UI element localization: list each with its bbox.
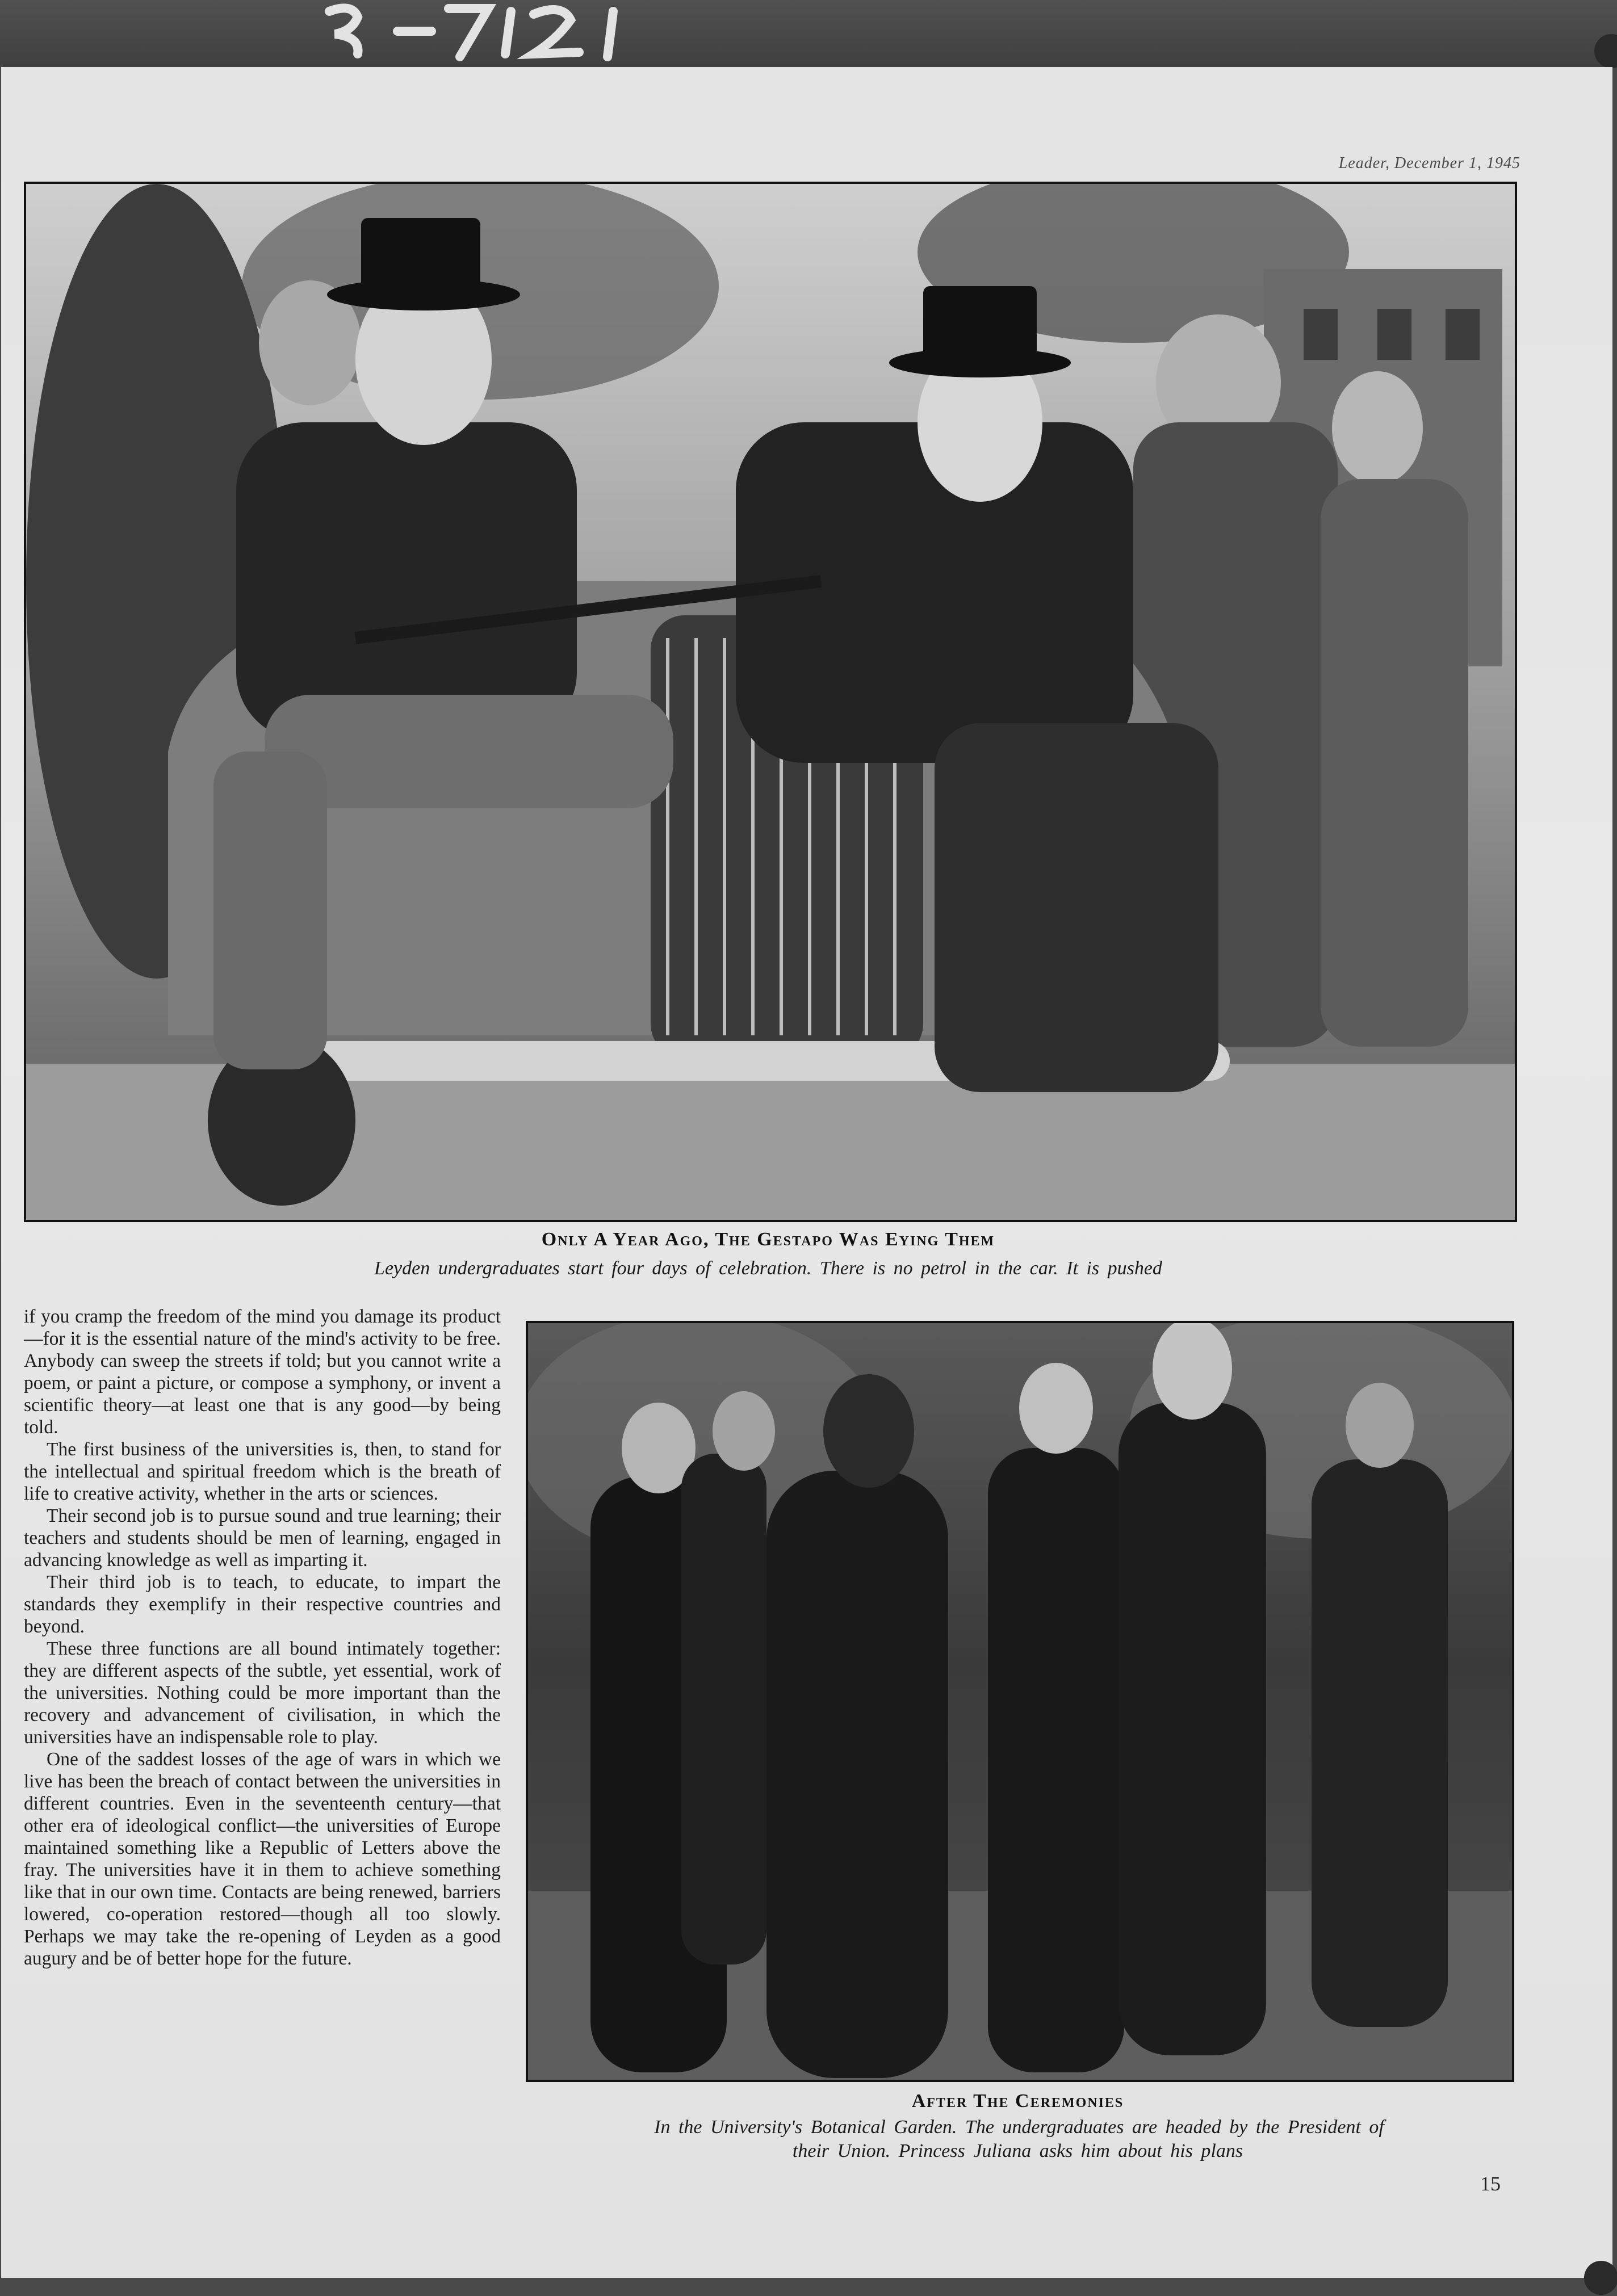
article-paragraph: These three functions are all bound intimately together: they are different aspects of the subtle, yet essential, work of the universities. Nothing could be more important than the recovery and advancement of civilisation, in which the universities have an indispensable role to play. — [24, 1638, 501, 1748]
handwritten-archive-number — [318, 0, 681, 62]
scan-border-top — [0, 0, 1617, 67]
article-paragraph: Their second job is to pursue sound and true learning; their teachers and students should be men of learning, engaged in advancing knowledge as well as imparting it. — [24, 1505, 501, 1571]
page-number: 15 — [1480, 2172, 1501, 2195]
photo-botanical-garden — [526, 1321, 1514, 2082]
scan-corner-mark — [1594, 34, 1617, 68]
scan-border-bottom — [0, 2278, 1617, 2296]
article-paragraph: The first business of the universities is, then, to stand for the intellectual and spiritual freedom which is the breath of life to creative activity, whether in the arts or sciences. — [24, 1439, 501, 1504]
bottom-photo-caption-line2: their Union. Princess Juliana asks him about his plans — [792, 2140, 1243, 2161]
article-paragraph: if you cramp the freedom of the mind you damage its product—for it is the essential nature of the mind's activity to be free. Anybody can sweep the streets if told; but you cannot write a poem, or paint a picture, or compose a symphony, or invent a scientific theory—at least one that is any good—by being told. — [24, 1306, 501, 1438]
article-column — [24, 1306, 501, 1970]
article-paragraph: One of the saddest losses of the age of wars in which we live has been the breach of contact between the universities in different countries. Even in the seventeenth century—that other era of ideological conflict—the universities of Europe maintained something like a Republic of Letters above the fray. The universities have it in them to achieve something like that in our own time. Contacts are being renewed, barriers lowered, co-operation restored—though all too slowly. Perhaps we may take the re-opening of Leyden as a good augury and be of better hope for the future. — [24, 1749, 501, 1969]
bottom-photo-caption-line1: In the University's Botanical Garden. The undergraduates are headed by the President of — [654, 2117, 1384, 2138]
scan-corner-mark — [1584, 2261, 1617, 2295]
top-photo-caption-text: Leyden undergraduates start four days of celebration. There is no petrol in the car. It is pushed — [374, 1258, 1162, 1279]
page-header: Leader, December 1, 1945 — [1338, 154, 1520, 172]
top-photo-caption-title: Only A Year Ago, The Gestapo Was Eying Them — [541, 1229, 995, 1250]
bottom-photo-caption-title: After The Ceremonies — [911, 2091, 1124, 2112]
photo-students-on-car — [24, 182, 1517, 1222]
article-paragraph: Their third job is to teach, to educate, to impart the standards they exemplify in their respective countries and beyond. — [24, 1572, 501, 1637]
